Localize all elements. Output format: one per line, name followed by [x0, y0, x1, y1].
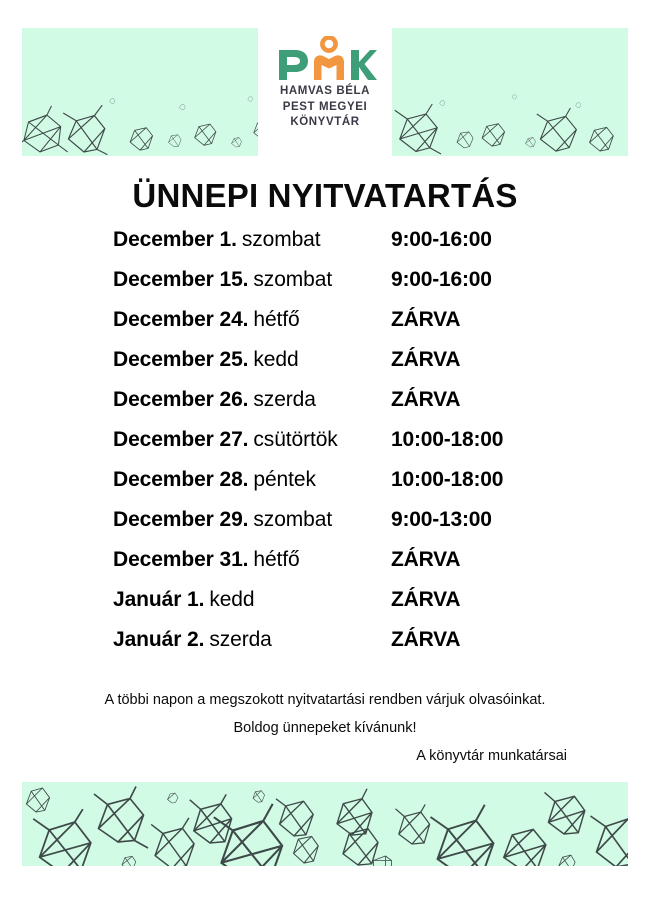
- schedule-row: [113, 628, 543, 668]
- schedule-weekday: szombat: [253, 268, 333, 291]
- schedule-date: December 25.: [113, 348, 249, 371]
- schedule-date-cell: [113, 428, 391, 452]
- library-name: [258, 84, 392, 131]
- schedule-date-cell: [113, 228, 391, 252]
- schedule-weekday: szerda: [253, 388, 316, 411]
- schedule-row: [113, 428, 543, 468]
- schedule-hours: ZÁRVA: [391, 548, 461, 571]
- schedule-weekday: kedd: [209, 588, 255, 611]
- schedule-hours: ZÁRVA: [391, 388, 461, 411]
- schedule-row: [113, 268, 543, 308]
- schedule-date-cell: [113, 268, 391, 292]
- library-name-line-1: HAMVAS BÉLA: [279, 85, 371, 97]
- schedule-weekday: hétfő: [253, 308, 300, 331]
- schedule-date-cell: [113, 588, 391, 612]
- schedule-weekday: péntek: [253, 468, 316, 491]
- snowflake-pattern-bottom: [22, 782, 628, 866]
- schedule-date-cell: [113, 508, 391, 532]
- schedule-date: Január 2.: [113, 628, 205, 651]
- schedule-date: December 29.: [113, 508, 249, 531]
- schedule-date-cell: [113, 628, 391, 652]
- schedule-weekday: szombat: [241, 228, 321, 251]
- opening-hours-list: [113, 228, 543, 668]
- schedule-row: [113, 388, 543, 428]
- schedule-hours: ZÁRVA: [391, 628, 461, 651]
- schedule-hours: 9:00-13:00: [391, 508, 492, 531]
- schedule-hours: 9:00-16:00: [391, 228, 492, 251]
- schedule-hours: ZÁRVA: [391, 348, 461, 371]
- schedule-date: Január 1.: [113, 588, 205, 611]
- schedule-weekday: kedd: [253, 348, 299, 371]
- footer-notes: [25, 686, 625, 770]
- pmk-logo-icon: [273, 36, 377, 82]
- schedule-date-cell: [113, 468, 391, 492]
- bottom-decorative-band: [22, 782, 628, 866]
- library-logo: [258, 28, 392, 156]
- page-title: ÜNNEPI NYITVATARTÁS: [132, 177, 518, 214]
- schedule-date-cell: [113, 308, 391, 332]
- schedule-date-cell: [113, 548, 391, 572]
- schedule-weekday: csütörtök: [253, 428, 338, 451]
- library-name-line-3: KÖNYVTÁR: [290, 116, 360, 128]
- schedule-date-cell: [113, 348, 391, 372]
- note-regular-hours: A többi napon a megszokott nyitvatartási rendben várjuk olvasóinkat.: [104, 692, 546, 708]
- schedule-hours: 9:00-16:00: [391, 268, 492, 291]
- schedule-date: December 31.: [113, 548, 249, 571]
- schedule-date: December 24.: [113, 308, 249, 331]
- schedule-date: December 15.: [113, 268, 249, 291]
- schedule-date-cell: [113, 388, 391, 412]
- schedule-row: [113, 548, 543, 588]
- schedule-date: December 26.: [113, 388, 249, 411]
- schedule-row: [113, 468, 543, 508]
- schedule-weekday: szerda: [209, 628, 272, 651]
- schedule-row: [113, 508, 543, 548]
- schedule-date: December 1.: [113, 228, 237, 251]
- schedule-hours: ZÁRVA: [391, 588, 461, 611]
- schedule-date: December 28.: [113, 468, 249, 491]
- schedule-row: [113, 588, 543, 628]
- schedule-row: [113, 228, 543, 268]
- schedule-hours: ZÁRVA: [391, 308, 461, 331]
- schedule-weekday: hétfő: [253, 548, 300, 571]
- schedule-date: December 27.: [113, 428, 249, 451]
- note-signature: A könyvtár munkatársai: [416, 748, 567, 764]
- library-name-line-2: PEST MEGYEI: [282, 100, 368, 113]
- schedule-weekday: szombat: [253, 508, 333, 531]
- schedule-row: [113, 308, 543, 348]
- schedule-hours: 10:00-18:00: [391, 428, 504, 451]
- note-greeting: Boldog ünnepeket kívánunk!: [233, 720, 417, 736]
- schedule-hours: 10:00-18:00: [391, 468, 504, 491]
- schedule-row: [113, 348, 543, 388]
